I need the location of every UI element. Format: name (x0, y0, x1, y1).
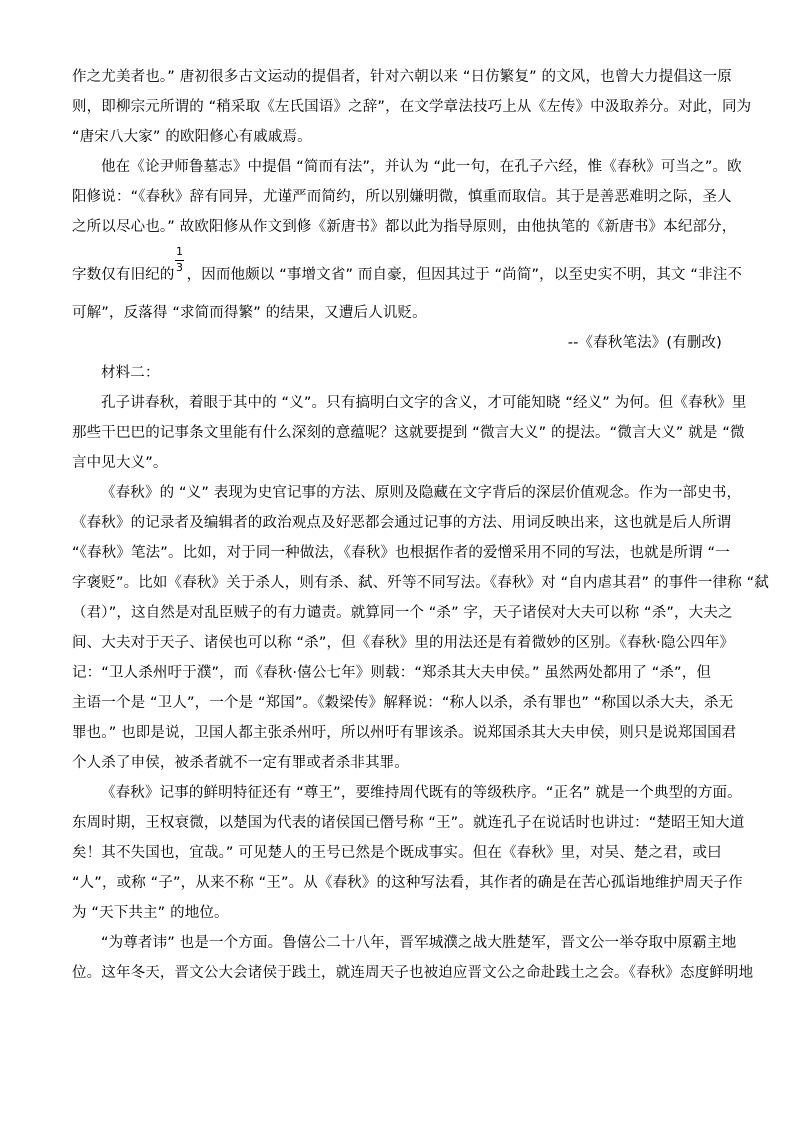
paragraph-start: 他在《论尹师鲁墓志》中提倡 “简而有法”，并认为 “此一句，在孔子六经，惟《春秋》可当之”。欧 (101, 159, 742, 175)
fraction (175, 245, 185, 290)
text-line: 记：“卫人杀州吁于濮”，而《春秋·僖公七年》则载：“郑杀其大夫申侯。” 虽然两处都用了 “杀”，但 (72, 665, 711, 681)
text-line: 间、大夫对于天子、诸侯也可以称 “杀”，但《春秋》里的用法还是有着微妙的区别。《春秋·隐公四年》 (72, 635, 735, 651)
text-line: 矣！其不失国也，宜哉。” 可见楚人的王号已然是个既成事实。但在《春秋》里，对吴、楚之君，或曰 (72, 845, 722, 861)
paragraph-start: 《春秋》的 “义” 表现为史官记事的方法、原则及隐藏在文字背后的深层价值观念。作为一部史书， (101, 485, 742, 501)
source-citation: --《春秋笔法》(有删改) (567, 335, 722, 351)
text-line: 个人杀了申侯，被杀者就不一定有罪或者杀非其罪。 (72, 755, 409, 771)
text-line: 为 “天下共主” 的地位。 (72, 905, 229, 921)
text-line: 那些干巴巴的记事条文里能有什么深刻的意蕴呢？这就要提到 “微言大义” 的提法。“微言大义” 就是 “微 (72, 425, 745, 441)
text-line: 位。这年冬天，晋文公大会诸侯于践土，就连周天子也被迫应晋文公之命赴践土之会。《春秋》态度鲜明地 (72, 965, 754, 981)
paragraph-start: 《春秋》记事的鲜明特征还有 “尊王”，要维持周代既有的等级秩序。“正名” 就是一个典型的方面。 (101, 785, 742, 801)
section-heading: 材料二： (101, 365, 160, 381)
text-line: 言中见大义”。 (72, 455, 168, 471)
text-line: “人”，或称 “子”，从来不称 “王”。从《春秋》的这种写法看，其作者的确是在苦心孤诣地维护周天子作 (72, 875, 743, 891)
fraction-numerator: 1 (175, 245, 184, 258)
text-segment: ，因而他颇以 “事增文省” 而自豪，但因其过于 “尚简”，以至史实不明，其文 “非注不 (186, 267, 743, 283)
text-line: 则，即柳宗元所谓的 “稍采取《左氏国语》之辞”，在文学章法技巧上从《左传》中汲取养分。对此，同为 (72, 99, 752, 115)
text-line: 主语一个是 “卫人”，一个是 “郑国”。《穀梁传》解释说：“称人以杀，杀有罪也” “称国以杀大夫，杀无 (72, 695, 734, 711)
text-line: 阳修说：“《春秋》辞有同异，尤谨严而简约，所以别嫌明微，慎重而取信。其于是善恶难明之际，圣人 (72, 189, 732, 205)
text-line: “《春秋》笔法”。比如，对于同一种做法，《春秋》也根据作者的爱憎采用不同的写法，也就是所谓 “一 (72, 545, 730, 561)
text-line: 之所以尽心也。” 故欧阳修从作文到修《新唐书》都以此为指导原则，由他执笔的《新唐书》本纪部分， (72, 219, 737, 235)
text-line: 《春秋》的记录者及编辑者的政治观点及好恶都会通过记事的方法、用词反映出来，这也就是后人所谓 (72, 515, 732, 531)
text-line: “唐宋八大家” 的欧阳修心有戚戚焉。 (72, 129, 312, 145)
text-line: 东周时期，王权衰微，以楚国为代表的诸侯国已僭号称 “王”。就连孔子在说话时也讲过：“楚昭王知大道 (72, 815, 745, 831)
text-segment: 字数仅有旧纪的 (72, 267, 175, 283)
fraction-denominator: 3 (175, 261, 184, 274)
text-line: 罪也。” 也即是说，卫国人都主张杀州吁，所以州吁有罪该杀。说郑国杀其大夫申侯，则只是说郑国国君 (72, 725, 737, 741)
text-line: 作之尤美者也。” 唐初很多古文运动的提倡者，针对六朝以来 “日仿繁复” 的文风，也曾大力提倡这一原 (72, 69, 732, 85)
paragraph-start: “为尊者讳” 也是一个方面。鲁僖公二十八年，晋军城濮之战大胜楚军，晋文公一举夺取中原霸主地 (101, 935, 737, 951)
text-line-with-fraction (72, 242, 743, 298)
paragraph-start: 孔子讲春秋，着眼于其中的 “义”。只有搞明白文字的含义，才可能知晓 “经义” 为何。但《春秋》里 (101, 395, 747, 411)
text-line: （君）”，这自然是对乱臣贼子的有力谴责。就算同一个 “杀” 字，天子诸侯对大夫可以称 “杀”，大夫之 (72, 605, 733, 621)
text-line: 可解”，反落得 “求简而得繁” 的结果，又遭后人讥贬。 (72, 305, 427, 321)
text-line: 字褒贬”。比如《春秋》关于杀人，则有杀、弑、歼等不同写法。《春秋》对 “自内虐其君” 的事件一律称 “弑 (72, 575, 769, 591)
document-body (72, 62, 769, 988)
